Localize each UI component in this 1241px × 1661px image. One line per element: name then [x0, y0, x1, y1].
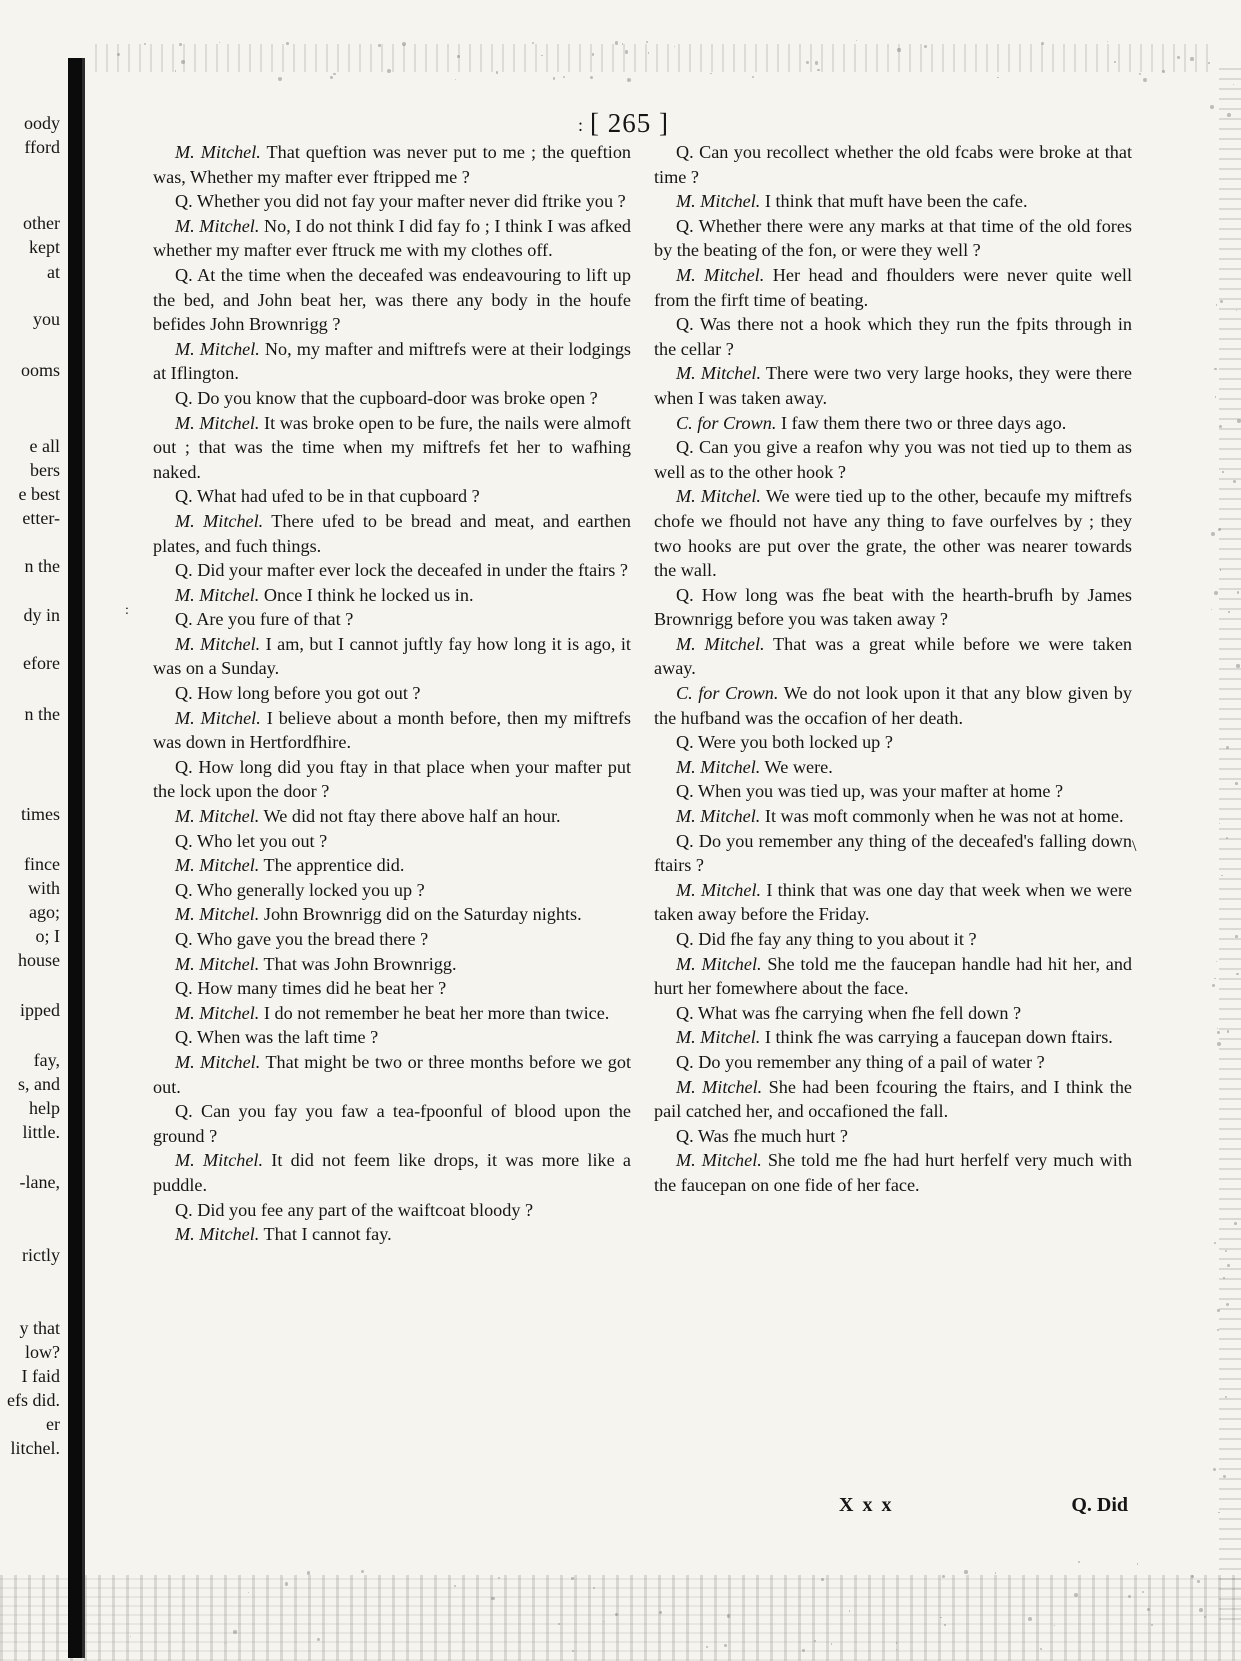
scan-speck: [1208, 62, 1210, 64]
paragraph-text: No, my mafter and miftrefs were at their lodgings at Iflington.: [153, 338, 632, 384]
scan-speck: [219, 42, 220, 43]
scan-speck: [1217, 1329, 1219, 1331]
paragraph-text: Q. Can you recollect whether the old fcabs were broke at that time ?: [654, 142, 1132, 187]
scan-speck: [496, 71, 498, 73]
facing-page-fragment: times: [21, 804, 60, 824]
speaker-name: M. Mitchel.: [175, 142, 261, 162]
scan-speck: [553, 77, 555, 79]
scan-speck: [1197, 1580, 1200, 1583]
speaker-name: M. Mitchel.: [175, 338, 260, 359]
page-number: [578, 108, 669, 139]
scan-speck: [491, 1597, 495, 1601]
answer-paragraph: [654, 1075, 1132, 1124]
scan-speck: [1114, 61, 1116, 63]
scan-speck: [997, 77, 999, 79]
scan-speck: [278, 77, 282, 81]
paragraph-text: We were.: [760, 756, 833, 777]
paragraph-text: Her head and fhoulders were never quite well from the firft time of beating.: [654, 264, 1132, 310]
facing-page-fragment: y that: [19, 1318, 60, 1338]
paragraph-text: I believe about a month before, then my miftrefs was down in Hertfordfhire.: [153, 707, 631, 753]
speaker-name: C. for Crown.: [676, 683, 779, 704]
question-paragraph: [654, 927, 1132, 952]
question-paragraph: [153, 681, 631, 706]
paragraph-text: Q. Whether there were any marks at that time of the old fores by the beating of the fon, or were they well ?: [654, 215, 1132, 261]
scan-speck: [1223, 1277, 1225, 1279]
scan-speck: [361, 1570, 364, 1573]
paragraph-text: No, I do not think I did fay fo ; I think I was afked whether my mafter ever ftruck me with my clothes off.: [153, 215, 632, 261]
question-paragraph: [153, 755, 631, 804]
scan-speck: [1211, 532, 1215, 536]
speaker-name: M. Mitchel.: [175, 215, 260, 236]
speaker-name: M. Mitchel.: [676, 879, 762, 900]
paragraph-text: I think that was one day that week when we were taken away before the Friday.: [654, 879, 1133, 925]
paragraph-text: It was moft commonly when he was not at home.: [760, 806, 1124, 827]
answer-paragraph: [654, 1148, 1132, 1197]
paragraph-text: It was broke open to be fure, the nails were almoft out ; that was the time when my miftrefs fet her to wafhing naked.: [153, 412, 631, 482]
paragraph-text: Q. What was fhe carrying when fhe fell down ?: [676, 1002, 1022, 1023]
scan-speck: [541, 55, 542, 56]
facing-page-fragment: e all: [29, 436, 60, 456]
question-paragraph: [153, 484, 631, 509]
facing-page-fragment: fince: [24, 854, 60, 874]
answer-paragraph: [153, 1222, 631, 1247]
scan-speck: [1220, 569, 1221, 570]
answer-paragraph: [654, 878, 1132, 927]
speaker-name: M. Mitchel.: [676, 953, 762, 974]
facing-page-fragment: -lane,: [19, 1172, 60, 1192]
scan-speck: [175, 70, 176, 71]
paragraph-text: We were tied up to the other, becaufe my miftrefs chofe we fhould not have any thing to fave ourfelves by ; they two hooks are put over the grate, the other was nearer towards the wall.: [654, 486, 1132, 581]
answer-paragraph: [153, 706, 631, 755]
facing-page-fragment: little.: [22, 1122, 60, 1142]
scan-speck: [1212, 984, 1215, 987]
question-paragraph: [654, 214, 1132, 263]
scan-speck: [286, 42, 289, 45]
stray-mark: :: [125, 603, 129, 618]
question-paragraph: [654, 779, 1132, 804]
facing-page-fragment: er: [46, 1414, 60, 1434]
speaker-name: M. Mitchel.: [676, 756, 761, 777]
paragraph-text: Q. Who let you out ?: [175, 830, 328, 851]
facing-page-fragment: etter-: [22, 508, 60, 528]
question-paragraph: [153, 829, 631, 854]
scan-speck: [1211, 609, 1212, 610]
paragraph-text: She had been fcouring the ftairs, and I think the pail catched her, and occafioned the fall.: [654, 1076, 1132, 1122]
scan-speck: [1074, 1593, 1078, 1597]
paragraph-text: We did not ftay there above half an hour.: [259, 806, 561, 827]
page-footer: [654, 1494, 1132, 1524]
answer-paragraph: [153, 902, 631, 927]
scan-speck: [378, 44, 381, 47]
stray-mark: \: [1132, 838, 1137, 855]
scan-speck: [1216, 961, 1217, 962]
speaker-name: M. Mitchel.: [175, 904, 260, 925]
paragraph-text: Q. Was fhe much hurt ?: [676, 1125, 848, 1146]
scan-speck: [1191, 1575, 1194, 1578]
scan-speck: [1139, 73, 1141, 75]
answer-paragraph: [153, 1148, 631, 1197]
paragraph-text: Q. Can you give a reafon why you was not tied up to them as well as to the other hook ?: [654, 437, 1132, 482]
scan-speck: [727, 1614, 731, 1618]
question-paragraph: [654, 1050, 1132, 1075]
paragraph-text: That I cannot fay.: [259, 1224, 392, 1245]
question-paragraph: [153, 1099, 631, 1148]
scan-speck: [1220, 300, 1223, 303]
answer-paragraph: [153, 853, 631, 878]
paragraph-text: John Brownrigg did on the Saturday nights.: [259, 904, 582, 925]
scan-speck: [1143, 78, 1147, 82]
facing-page-fragment: I faid: [21, 1366, 60, 1386]
paragraph-text: That was a great while before we were taken away.: [654, 633, 1132, 679]
paragraph-text: Q. Did you fee any part of the waiftcoat bloody ?: [175, 1199, 534, 1220]
paragraph-text: Q. Do you know that the cupboard-door was broke open ?: [175, 387, 598, 408]
answer-paragraph: [654, 484, 1132, 582]
speaker-name: M. Mitchel.: [175, 953, 260, 974]
scan-speck: [1214, 978, 1215, 979]
facing-page-fragment: efore: [23, 653, 60, 673]
scan-speck: [1041, 42, 1044, 45]
facing-page-fragment: you: [33, 309, 60, 329]
answer-paragraph: [654, 632, 1132, 681]
scan-speck: [387, 69, 391, 73]
scan-speck: [1162, 70, 1165, 73]
scan-speck: [1227, 113, 1231, 117]
question-paragraph: [153, 263, 631, 337]
paragraph-text: Q. Did fhe fay any thing to you about it ?: [676, 929, 977, 949]
speaker-name: M. Mitchel.: [175, 412, 260, 433]
scan-speck: [1217, 1309, 1220, 1312]
question-paragraph: [654, 312, 1132, 361]
speaker-name: M. Mitchel.: [175, 707, 261, 728]
facing-page-fragment: fford: [24, 137, 60, 157]
question-paragraph: [153, 878, 631, 903]
paragraph-text: Once I think he locked us in.: [259, 584, 474, 605]
speaker-name: M. Mitchel.: [175, 584, 260, 605]
speaker-name: M. Mitchel.: [175, 1051, 261, 1072]
scan-speck: [144, 43, 146, 45]
answer-paragraph: [153, 583, 631, 608]
answer-paragraph: [153, 804, 631, 829]
question-paragraph: [153, 1025, 631, 1050]
paragraph-text: Q. When you was tied up, was your mafter at home ?: [676, 781, 1064, 802]
speaker-name: M. Mitchel.: [175, 1224, 260, 1245]
answer-paragraph: [654, 755, 1132, 780]
speaker-name: M. Mitchel.: [676, 264, 765, 285]
facing-page-fragment: ago;: [29, 902, 60, 922]
scan-speck: [1218, 1512, 1219, 1513]
scan-speck: [1235, 935, 1238, 938]
paragraph-text: Q. What had ufed to be in that cupboard ?: [175, 486, 480, 507]
scan-speck: [849, 1610, 850, 1611]
paragraph-text: Q. Who gave you the bread there ?: [175, 929, 429, 949]
facing-page-fragment: e best: [18, 484, 60, 504]
scan-speck: [821, 1578, 823, 1580]
paragraph-text: She told me fhe had hurt herfelf very much with the faucepan on one fide of her face.: [654, 1150, 1133, 1195]
scan-speck: [1235, 782, 1238, 785]
scan-speck: [333, 73, 335, 75]
scan-speck: [1107, 41, 1108, 42]
speaker-name: M. Mitchel.: [175, 633, 261, 654]
answer-paragraph: [153, 140, 631, 189]
paragraph-text: It did not feem like drops, it was more like a puddle.: [153, 1150, 632, 1195]
question-paragraph: [153, 386, 631, 411]
scan-speck: [627, 78, 631, 82]
facing-page-fragment: ooms: [20, 360, 60, 380]
scan-speck: [1216, 304, 1218, 306]
answer-paragraph: [654, 952, 1132, 1001]
scan-speck: [1028, 1617, 1032, 1621]
gutter-shadow: [68, 58, 82, 1658]
scan-speck: [307, 1571, 310, 1574]
paragraph-text: There ufed to be bread and meat, and earthen plates, and fuch things.: [153, 510, 631, 556]
answer-paragraph: [153, 632, 631, 681]
paragraph-text: Q. Who generally locked you up ?: [175, 879, 425, 900]
scan-speck: [1214, 591, 1218, 595]
scan-speck: [1214, 368, 1217, 371]
scan-speck: [1227, 1030, 1229, 1032]
scan-speck: [285, 1582, 288, 1585]
facing-page-fragment: o; I: [35, 926, 60, 946]
scan-speck: [590, 76, 593, 79]
paragraph-text: Q. How many times did he beat her ?: [175, 978, 447, 999]
paragraph-text: I think fhe was carrying a faucepan down ftairs.: [760, 1027, 1113, 1048]
paragraph-text: Q. Whether you did not fay your mafter never did ftrike you ?: [175, 191, 626, 212]
paragraph-text: Q. Were you both locked up ?: [676, 732, 893, 753]
question-paragraph: [654, 1001, 1132, 1026]
paragraph-text: Q. Do you remember any thing of the deceafed's falling down ftairs ?: [654, 830, 1132, 876]
speaker-name: M. Mitchel.: [676, 486, 761, 507]
scan-speck: [1236, 973, 1238, 975]
scan-speck: [646, 41, 649, 44]
paragraph-text: I think that muft have been the cafe.: [760, 191, 1028, 212]
scan-speck: [1190, 57, 1193, 60]
paragraph-text: I faw them there two or three days ago.: [776, 412, 1067, 433]
answer-paragraph: [153, 1001, 631, 1026]
question-paragraph: [654, 829, 1132, 878]
paragraph-text: That queftion was never put to me ; the queftion was, Whether my mafter ever ftripped me ?: [153, 142, 632, 187]
scan-speck: [659, 1611, 662, 1614]
scan-speck: [806, 61, 809, 64]
scan-speck: [1215, 396, 1217, 398]
scan-speck: [1222, 471, 1223, 472]
speaker-name: M. Mitchel.: [175, 806, 260, 827]
scan-speck: [1177, 56, 1179, 58]
page-marker: :: [578, 115, 585, 136]
paragraph-text: Q. Was there not a hook which they run the fpits through in the cellar ?: [654, 314, 1132, 359]
speaker-name: M. Mitchel.: [676, 1076, 763, 1097]
signature-mark: X x x: [839, 1494, 894, 1516]
paragraph-text: She told me the faucepan handle had hit her, and hurt her fomewhere about the face.: [654, 953, 1133, 999]
scan-speck: [964, 1570, 967, 1573]
speaker-name: M. Mitchel.: [676, 1150, 762, 1171]
facing-page-fragments: [0, 0, 60, 1661]
question-paragraph: [654, 435, 1132, 484]
scan-speck: [1199, 1608, 1203, 1612]
speaker-name: C. for Crown.: [676, 412, 777, 433]
paragraph-text: I do not remember he beat her more than twice.: [259, 1002, 610, 1023]
scan-speck: [674, 46, 675, 47]
facing-page-fragment: with: [27, 878, 60, 898]
scan-speck: [1137, 1563, 1139, 1565]
left-column: [153, 140, 631, 1247]
paragraph-text: I am, but I cannot juftly fay how long it is ago, it was on a Sunday.: [153, 633, 631, 679]
paragraph-text: Q. Are you fure of that ?: [175, 609, 354, 630]
scan-speck: [1078, 1561, 1080, 1563]
gutter-shadow-edge: [82, 58, 85, 1658]
facing-page-fragment: fay,: [33, 1050, 60, 1070]
facing-page-fragment: oody: [24, 113, 60, 133]
facing-page-fragment: house: [18, 950, 60, 970]
facing-page-fragment: kept: [29, 237, 60, 257]
answer-paragraph: [153, 509, 631, 558]
page-number-text: [ 265 ]: [590, 108, 669, 138]
scan-speck: [897, 48, 900, 51]
right-column: [654, 140, 1132, 1198]
question-paragraph: [153, 976, 631, 1001]
scan-speck: [752, 76, 754, 78]
counsel-paragraph: [654, 681, 1132, 730]
scan-speck: [944, 1624, 945, 1625]
scan-speck: [1214, 1242, 1216, 1244]
question-paragraph: [153, 1198, 631, 1223]
scan-speck: [1226, 1303, 1229, 1306]
scan-noise-right-edge: [1219, 60, 1241, 1620]
paragraph-text: Q. When was the laft time ?: [175, 1027, 379, 1048]
speaker-name: M. Mitchel.: [676, 633, 765, 654]
paragraph-text: Q. Can you fay you faw a tea-fpoonful of blood upon the ground ?: [153, 1101, 631, 1146]
speaker-name: M. Mitchel.: [676, 806, 761, 827]
answer-paragraph: [654, 361, 1132, 410]
paragraph-text: Q. How long did you ftay in that place when your mafter put the lock upon the door ?: [153, 756, 631, 802]
answer-paragraph: [654, 804, 1132, 829]
scan-speck: [592, 53, 595, 56]
scan-speck: [1228, 611, 1229, 612]
scan-speck: [995, 1572, 997, 1574]
facing-page-fragment: bers: [30, 460, 60, 480]
counsel-paragraph: [654, 411, 1132, 436]
answer-paragraph: [153, 952, 631, 977]
question-paragraph: [654, 730, 1132, 755]
facing-page-fragment: litchel.: [10, 1438, 60, 1458]
scan-speck: [233, 1630, 237, 1634]
question-paragraph: [153, 607, 631, 632]
scan-speck: [625, 50, 628, 53]
question-paragraph: [153, 558, 631, 583]
paragraph-text: That might be two or three months before we got out.: [153, 1051, 631, 1097]
paragraph-text: We do not look upon it that any blow given by the hufband was the occafion of her death.: [654, 683, 1132, 728]
question-paragraph: [654, 1124, 1132, 1149]
scan-speck: [896, 1642, 897, 1643]
speaker-name: M. Mitchel.: [175, 1002, 260, 1023]
speaker-name: M. Mitchel.: [676, 191, 761, 212]
answer-paragraph: [153, 337, 631, 386]
facing-page-fragment: low?: [25, 1342, 60, 1362]
scan-speck: [457, 55, 460, 58]
question-paragraph: [654, 583, 1132, 632]
scan-speck: [1234, 1222, 1237, 1225]
scan-speck: [942, 1575, 945, 1578]
answer-paragraph: [654, 189, 1132, 214]
scan-speck: [563, 76, 565, 78]
scan-speck: [330, 76, 333, 79]
paragraph-text: Q. At the time when the deceafed was endeavouring to lift up the bed, and John beat her, was there any body in the houfe befides John Brownrigg ?: [153, 264, 631, 335]
answer-paragraph: [153, 214, 631, 263]
facing-page-fragment: at: [47, 262, 60, 282]
speaker-name: M. Mitchel.: [175, 510, 264, 531]
speaker-name: M. Mitchel.: [175, 1150, 264, 1171]
scan-speck: [856, 40, 857, 41]
facing-page-fragment: s, and: [18, 1074, 60, 1094]
catchword: Q. Did: [1071, 1494, 1128, 1516]
scan-speck: [1210, 105, 1214, 109]
speaker-name: M. Mitchel.: [175, 855, 260, 876]
answer-paragraph: [153, 1050, 631, 1099]
facing-page-fragment: other: [23, 213, 60, 233]
paragraph-text: Q. Do you remember any thing of a pail of water ?: [676, 1051, 1045, 1072]
answer-paragraph: [654, 263, 1132, 312]
paragraph-text: The apprentice did.: [259, 855, 405, 876]
paragraph-text: Q. Did your mafter ever lock the deceafed in under the ftairs ?: [175, 560, 628, 581]
speaker-name: M. Mitchel.: [676, 363, 762, 384]
scan-noise-bottom: [0, 1575, 1241, 1661]
answer-paragraph: [153, 411, 631, 485]
scan-speck: [706, 1646, 708, 1648]
facing-page-fragment: ipped: [20, 1000, 60, 1020]
scan-speck: [558, 1623, 560, 1625]
question-paragraph: [153, 927, 631, 952]
paragraph-text: Q. How long was fhe beat with the hearth-brufh by James Brownrigg before you was taken away ?: [654, 584, 1132, 630]
facing-page-fragment: efs did.: [7, 1390, 60, 1410]
facing-page-fragment: n the: [24, 704, 60, 724]
scan-noise-top: [95, 44, 1215, 72]
scan-speck: [455, 79, 456, 80]
scan-speck: [1236, 664, 1239, 667]
facing-page-fragment: rictly: [22, 1245, 60, 1265]
paragraph-text: That was John Brownrigg.: [259, 953, 457, 974]
question-paragraph: [654, 140, 1132, 189]
scan-speck: [1237, 419, 1241, 423]
question-paragraph: [153, 189, 631, 214]
paragraph-text: Q. How long before you got out ?: [175, 683, 421, 704]
facing-page-fragment: n the: [24, 556, 60, 576]
paragraph-text: There were two very large hooks, they were there when I was taken away.: [654, 363, 1132, 408]
scan-speck: [710, 73, 712, 75]
facing-page-fragment: help: [29, 1098, 60, 1118]
answer-paragraph: [654, 1025, 1132, 1050]
speaker-name: M. Mitchel.: [676, 1027, 761, 1048]
scan-speck: [1213, 1468, 1216, 1471]
facing-page-fragment: dy in: [23, 605, 60, 625]
